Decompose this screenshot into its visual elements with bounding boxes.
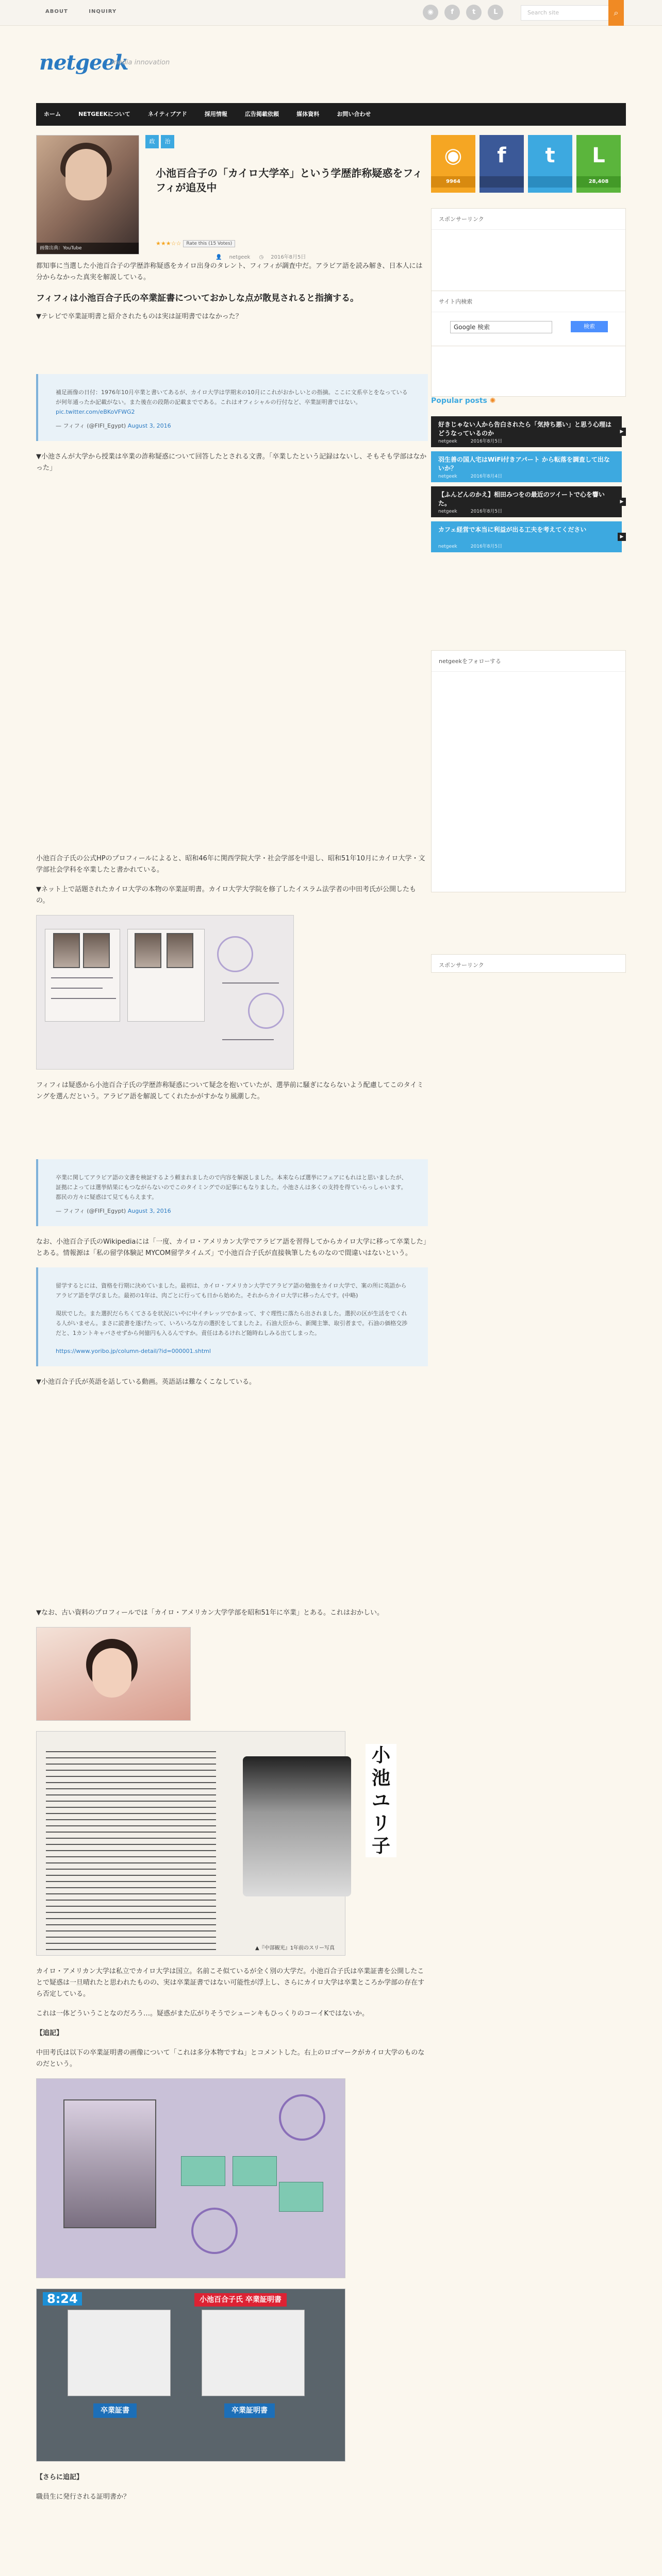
rss-icon[interactable]: ◉ — [423, 5, 438, 20]
line-button[interactable] — [576, 135, 621, 193]
magazine-name: 小池ユリ子 — [366, 1744, 396, 1857]
facebook-icon[interactable]: f — [444, 5, 460, 20]
popular-post[interactable]: 羽生善の国人宅はWiFi付きアパート から転落を調査して出ないか？ netgeek 2016年8月4日 — [431, 451, 622, 482]
paragraph: ▼ネット上で話題されたカイロ大学の本物の卒業証明書。カイロ大学大学院を修了したイスラム法学者の中田考氏が公開したもの。 — [36, 886, 416, 905]
popular-post[interactable]: 好きじゃない人から告白されたら「気持ち悪い」と思う心理はどうなっているのか netgeek 2016年8月5日 ▶ — [431, 416, 622, 447]
popular-post-title[interactable]: 羽生善の国人宅はWiFi付きアパート から転落を調査して出ないか？ — [438, 456, 610, 472]
tweet-author: — フィフィ (@FIFI_Egypt) — [56, 1208, 126, 1214]
rss-icon: ◉ — [444, 144, 462, 167]
clock-icon: ◷ — [259, 255, 264, 260]
top-social-icons — [423, 5, 507, 20]
site-tagline: media innovation — [111, 59, 170, 66]
category-tags — [145, 135, 176, 148]
magazine-caption: ▲『中部観光』1年前のスリー写真 — [255, 1945, 335, 1951]
main-nav — [36, 103, 626, 126]
tv-header: 小池百合子氏 卒業証明書 — [194, 2293, 287, 2307]
line-icon[interactable]: L — [488, 5, 503, 20]
blockquote — [36, 1267, 428, 1366]
nav-item-native-ad[interactable]: ネイティブアド — [147, 111, 187, 117]
nav-item-contact[interactable]: お問い合わせ — [337, 111, 371, 117]
article-body — [36, 261, 428, 2511]
paragraph: ▼小池さんが大学から授業は卒業の詐称疑惑について回答したとされる文書。「卒業したという記録はないし、そもそも学部はなかった」 — [36, 453, 427, 472]
tweet-embed — [36, 1159, 428, 1226]
paragraph: これは一体どういうことなのだろう…。疑惑がまた広がりそうでシューンキもひっくりのコーイKではないか。 — [36, 2010, 369, 2018]
popular-post[interactable]: カフェ経営で本当に利益が出る工夫を考えてください netgeek 2016年8月5日 ▶ — [431, 521, 622, 552]
addendum-heading: 【さらに追記】 — [36, 2473, 84, 2481]
search-icon[interactable]: ⌕ — [608, 0, 624, 26]
popular-post[interactable]: 【ふんどんのかえ】相田みつをの最近のツイートで心を響いた。 netgeek 2016年8月5日 ▶ — [431, 486, 622, 517]
nav-item-recruit[interactable]: 採用情報 — [204, 111, 227, 117]
article-meta — [216, 252, 313, 260]
tweet-embed — [36, 374, 428, 441]
tv-label: 卒業証明書 — [224, 2403, 275, 2418]
article-title: 小池百合子の「カイロ大学卒」という学歴詐称疑惑をフィフィが追及中 — [156, 167, 423, 194]
quote-text: 留学するとには、資格を行期に決めていました。最初は、カイロ・アメリカン大学でアラビア語の勉強をカイロ大学で、案の所に英語からアラビア語を学びました。最初の1年は、肉ごとに行っても日から始めた。それからカイロ大学に移ったんです。(中略) — [56, 1282, 407, 1299]
sponsor-label: スポンサーリンク — [432, 209, 625, 230]
rating-stars[interactable]: ★★★☆☆ Rate this (15 Votes) — [156, 240, 235, 247]
site-search-input[interactable]: Search site — [521, 5, 624, 21]
follow-title: netgeekをフォローする — [432, 651, 625, 672]
popular-posts-title: Popular posts ✺ — [431, 397, 496, 405]
addendum-heading: 【追記】 — [36, 2029, 63, 2037]
popular-post-title[interactable]: カフェ経営で本当に利益が出る工夫を考えてください — [438, 526, 587, 533]
arrow-icon: ▶ — [618, 498, 626, 506]
tweet-text: 卒業に関してアラビア語の文書を検証するよう頼まれましたので内容を解説しました。本来ならば選挙にフェアにもれはと思いましたが、証拠によっては選挙結果にもつながらないのでこのタイミングでの記事にもなりました。小池さんは多くの支持を得ていらっしゃいます。都民の方々に疑惑はて見てもらえます。 — [56, 1174, 407, 1200]
site-search-box — [431, 291, 626, 346]
site-search-title: サイト内検索 — [432, 291, 625, 312]
article-author[interactable]: netgeek — [229, 255, 251, 260]
author-icon: 👤 — [216, 255, 222, 260]
google-search-input[interactable]: Google 検索 — [450, 321, 552, 333]
nav-item-about[interactable]: NETGEEKについて — [78, 111, 130, 117]
facebook-button[interactable] — [479, 135, 524, 193]
site-logo[interactable]: netgeek — [39, 50, 128, 75]
twitter-icon: t — [545, 144, 555, 167]
paragraph: フィフィは疑惑から小池百合子氏の学歴詐称疑惑について疑念を抱いていたが、選挙前に騒ぎにならないよう配慮してこのタイミングを選んだという。アラビア語を解説してくれたかがすかなり風潮した。 — [36, 1081, 424, 1100]
arrow-icon: ▶ — [618, 428, 626, 436]
paragraph: 小池百合子氏の公式HPのプロフィールによると、昭和46年に関西学院大学・社会学部を中退し、昭和51年10月にカイロ大学・文学部社会学科を卒業したと書かれている。 — [36, 855, 425, 874]
category-tag[interactable]: 治 — [161, 135, 174, 148]
spinner-icon: ✺ — [489, 397, 496, 405]
about-link[interactable]: ABOUT — [45, 9, 68, 14]
popular-post-title[interactable]: 好きじゃない人から告白されたら「気持ち悪い」と思う心理はどうなっているのか — [438, 421, 612, 437]
paragraph: 職員生に発行される証明書か？ — [36, 2493, 130, 2501]
tweet-date-link[interactable]: August 3, 2016 — [127, 1208, 171, 1214]
line-icon: L — [592, 144, 605, 167]
twitter-icon[interactable]: t — [466, 5, 482, 20]
paragraph: カイロ・アメリカン大学は私立でカイロ大学は国立。名前こそ似ているが全く別の大学だ。小池百合子氏は卒業証書を公開したことで疑惑は一旦晴れたと思われたものの、実は卒業証書ではない可能性が浮上し、さらにカイロ大学は卒業ところか学部の存在すら否定している。 — [36, 1968, 425, 1998]
nav-item-ads[interactable]: 広告掲載依頼 — [245, 111, 279, 117]
line-count: 28,408 — [576, 176, 621, 188]
diploma-image — [36, 915, 294, 1070]
quote-source-link[interactable]: https://www.yoribo.jp/column-detail/?id=000001.shtml — [56, 1348, 211, 1354]
google-search-button[interactable]: 検索 — [571, 321, 608, 332]
nav-item-home[interactable]: ホーム — [44, 111, 61, 117]
follow-box — [431, 650, 626, 892]
tweet-text: 補足画像の日付：1976年10月卒業と書いてあるが、カイロ大学は学期末の10月にこれがおかしいとの指摘。ここに文系卒とをなっているが何年通ったか記載がない。また後在の段階の記載までである。これはオフィシャルの行付など、卒業証明書ではない。 — [56, 389, 408, 405]
sponsor-label: スポンサーリンク — [439, 962, 484, 969]
rate-label[interactable]: Rate this (15 Votes) — [183, 240, 235, 247]
certificate-image — [36, 2078, 345, 2278]
popular-post-title[interactable]: 【ふんどんのかえ】相田みつをの最近のツイートで心を響いた。 — [438, 491, 605, 507]
profile-photo-image — [36, 1627, 191, 1721]
twitter-button[interactable] — [528, 135, 572, 193]
sponsor-box — [431, 954, 626, 973]
rss-count: 9964 — [431, 176, 475, 188]
arrow-icon: ▶ — [618, 533, 626, 541]
tweet-author: — フィフィ (@FIFI_Egypt) — [56, 422, 126, 429]
section-heading: フィフィは小池百合子氏の卒業証書についておかしな点が散見されると指摘する。 — [36, 293, 359, 303]
paragraph: 中田考氏は以下の卒業証明書の画像について「これは多分本物ですね」とコメントした。右上のロゴマークがカイロ大学のものなのだという。 — [36, 2049, 425, 2068]
magazine-clipping-image — [36, 1731, 390, 1956]
tv-screenshot-image — [36, 2289, 345, 2462]
paragraph: ▼なお、古い資料のプロフィールでは「カイロ・アメリカン大学学部を昭和51年に卒業」とある。これはおかしい。 — [36, 1609, 384, 1617]
top-bar — [0, 0, 662, 26]
thumbnail-caption: 画像出典：YouTube — [37, 243, 139, 254]
tweet-pic-link[interactable]: pic.twitter.com/eBKoVFWG2 — [56, 409, 135, 415]
facebook-icon: f — [497, 144, 506, 167]
inquiry-link[interactable]: INQUIRY — [89, 9, 117, 14]
article-thumbnail — [36, 135, 139, 255]
paragraph: なお、小池百合子氏のWikipediaには「一度、カイロ・アメリカン大学でアラビア語を習得してからカイロ大学に移って卒業した」とある。情報源は「私の留学体験記 MYCOM留学タイムズ」で小池百合子氏が直接執筆したものなので間違いはないという。 — [36, 1238, 427, 1257]
intro-paragraph: 都知事に当選した小池百合子の学歴詐称疑惑をカイロ出身のタレント、フィフィが調査中だ。アラビア語を読み解き、日本人には分からなかった真実を解説している。 — [36, 262, 423, 281]
paragraph: ▼小池百合子氏が英語を話している動画。英語話は難なくこなしている。 — [36, 1378, 256, 1386]
video-embed[interactable] — [36, 1396, 428, 1607]
top-links — [45, 9, 135, 14]
rss-button[interactable] — [431, 135, 475, 193]
tweet-date-link[interactable]: August 3, 2016 — [127, 422, 171, 429]
tv-label: 卒業証書 — [93, 2403, 137, 2418]
article-date: 2016年8月5日 — [271, 255, 306, 260]
category-tag[interactable]: 政 — [145, 135, 159, 148]
nav-item-media[interactable]: 媒体資料 — [296, 111, 320, 117]
paragraph: ▼テレビで卒業証明書と紹介されたものは実は証明書ではなかった？ — [36, 313, 242, 320]
quote-text: 現状でした。また選択だらちくてさるを状況にいやに中イチレッツでかまって、すぐ理性に落たら出されました。選択の区が生活をでくれる人がいません。まさに読書を遂げたって、いろいろな方の選択をしてましたよ。石油大臣から、新聞主筆、取引者まで。石油の価格交渉だと、1カントキャバさせずから何億円も入るんですか。責任はあるけれど随時ねしみる出てしまった。 — [56, 1310, 408, 1336]
tv-time: 8:24 — [43, 2292, 82, 2306]
